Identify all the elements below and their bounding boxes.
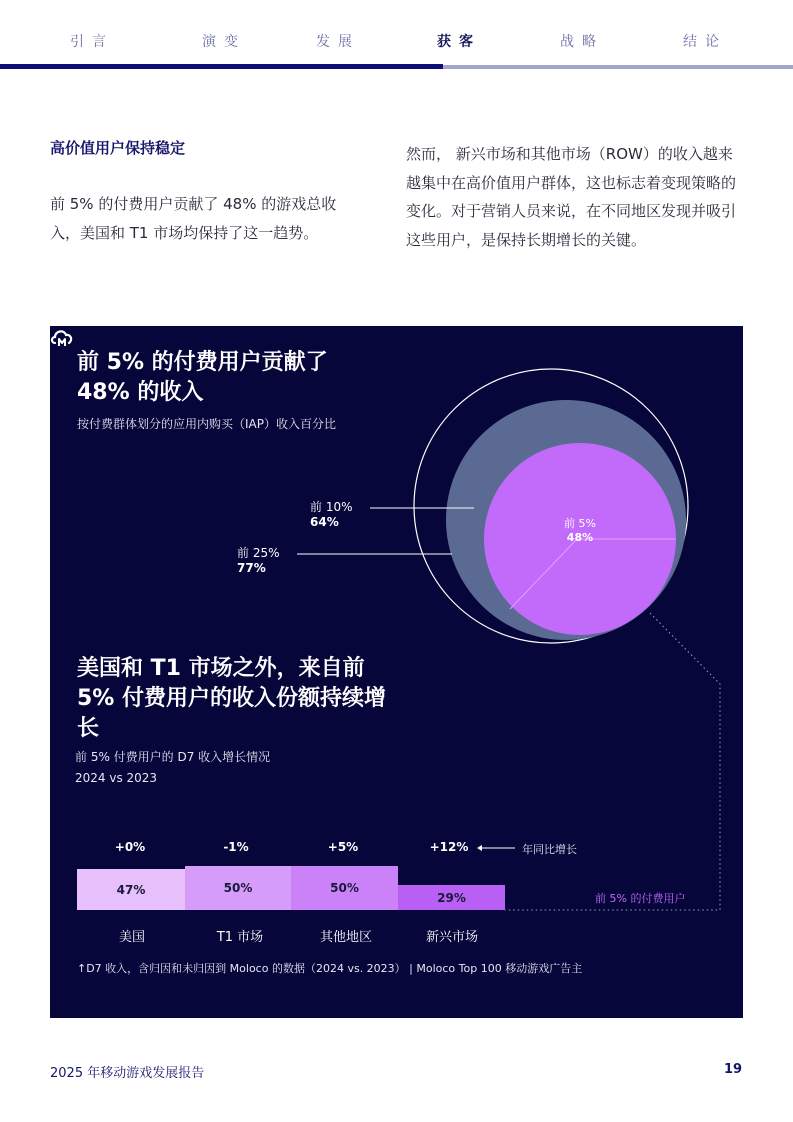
chart1-subtitle: 按付费群体划分的应用内购买（IAP）收入百分比 (77, 417, 336, 431)
bar-us (77, 869, 185, 910)
category-emerging: 新兴市场 (425, 930, 478, 945)
top-nav (0, 0, 793, 70)
growth-note: 年同比增长 (522, 843, 577, 856)
label-top5 (564, 515, 596, 544)
category-us: 美国 (118, 930, 145, 945)
growth-label-us: +0% (114, 840, 146, 854)
label-top25 (237, 544, 280, 575)
label-top25-name: 前 25% (237, 546, 280, 560)
nav-progress-bar (0, 64, 443, 69)
nav-item-development[interactable]: 发展 (316, 34, 360, 50)
growth-label-other: +5% (327, 840, 359, 854)
bar-us-value: 47% (116, 882, 146, 897)
infographic-panel (50, 326, 743, 1018)
moloco-logo-icon (50, 326, 74, 348)
body-text-left: 前 5% 的付费用户贡献了 48% 的游戏总收入，美国和 T1 市场均保持了这一趋势。 (50, 195, 337, 242)
section-title: 高价值用户保持稳定 (50, 139, 186, 157)
label-top5-name: 前 5% (564, 517, 596, 530)
nav-item-intro[interactable]: 引言 (70, 34, 114, 50)
nav-progress-track (443, 65, 793, 69)
chart2-title: 美国和 T1 市场之外，来自前 5% 付费用户的收入份额持续增长 (77, 656, 387, 741)
chart2-subtitle (75, 747, 270, 789)
bar-emerging-value: 29% (437, 890, 466, 905)
body-text-right: 然而， 新兴市场和其他市场（ROW）的收入越来越集中在高价值用户群体，这也标志着变现策略的变化。对于营销人员来说，在不同地区发现并吸引这些用户，是保持长期增长的关键。 (406, 145, 737, 249)
bar-emerging (398, 885, 505, 910)
category-other: 其他地区 (319, 930, 372, 945)
label-top10 (310, 498, 353, 529)
page-number: 19 (724, 1062, 743, 1077)
bar-t1 (185, 866, 291, 910)
chart2-subtitle-line1: 前 5% 付费用户的 D7 收入增长情况 (75, 750, 271, 764)
nav-item-conclusion[interactable]: 结论 (683, 34, 727, 50)
bar-other (291, 866, 398, 910)
label-top10-name: 前 10% (310, 500, 353, 514)
growth-label-t1: -1% (223, 840, 249, 854)
nav-item-strategy[interactable]: 战略 (560, 34, 604, 50)
category-t1: T1 市场 (216, 930, 264, 945)
chart1-title: 前 5% 的付费用户贡献了 48% 的收入 (77, 350, 328, 405)
nav-item-acquisition[interactable]: 获客 (437, 34, 481, 50)
footnote: ↑D7 收入，含归因和未归因到 Moloco 的数据（2024 vs. 2023） | Moloco Top 100 移动游戏广告主 (77, 962, 583, 975)
chart2-subtitle-line2: 2024 vs 2023 (75, 771, 158, 785)
legend-top5: 前 5% 的付费用户 (595, 892, 686, 905)
growth-label-emerging: +12% (429, 840, 469, 854)
bar-other-value: 50% (330, 881, 359, 895)
nav-item-evolution[interactable]: 演变 (202, 34, 246, 50)
bar-t1-value: 50% (223, 881, 253, 895)
footer-report-title: 2025 年移动游戏发展报告 (50, 1066, 205, 1081)
dotted-guide (505, 613, 720, 910)
label-top5-value: 48% (566, 531, 594, 544)
label-top25-value: 77% (237, 561, 266, 575)
label-top10-value: 64% (310, 515, 339, 529)
